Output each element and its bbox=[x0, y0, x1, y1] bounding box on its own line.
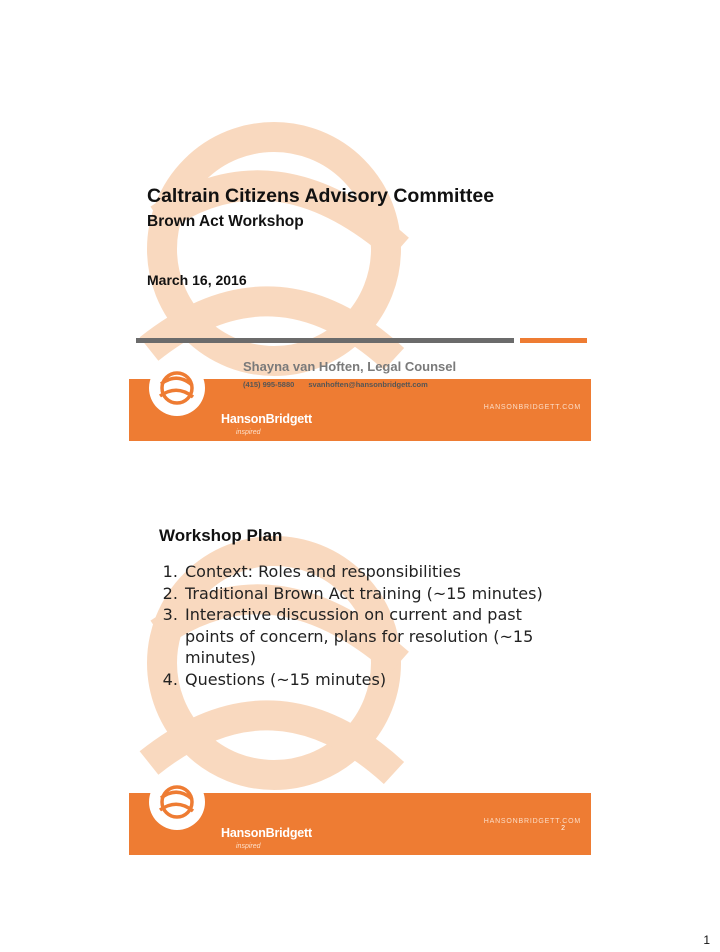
presenter-phone: (415) 995-5880 bbox=[243, 380, 295, 389]
footer-site: HANSONBRIDGETT.COM bbox=[483, 818, 581, 825]
brand-name: HansonBridgett bbox=[221, 826, 312, 840]
slide-1 bbox=[129, 99, 591, 441]
list-item: 2. Traditional Brown Act training (~15 minutes) bbox=[183, 583, 543, 605]
slide-subtitle: Brown Act Workshop bbox=[147, 213, 304, 230]
workshop-plan-list bbox=[163, 561, 543, 690]
slide-title: Caltrain Citizens Advisory Committee bbox=[147, 185, 495, 207]
presenter-email: svanhoften@hansonbridgett.com bbox=[308, 380, 428, 389]
page-number: 1 bbox=[703, 933, 710, 947]
presenter-name: Shayna van Hoften, Legal Counsel bbox=[243, 359, 457, 374]
divider-orange bbox=[520, 338, 587, 343]
slide-date: March 16, 2016 bbox=[147, 272, 247, 288]
list-item: 1. Context: Roles and responsibilities bbox=[183, 561, 543, 583]
brand-logo-icon bbox=[147, 357, 207, 419]
list-item: 3. Interactive discussion on current and past points of concern, plans for resolution (~15 minutes) bbox=[183, 604, 543, 669]
brand-tagline: inspired bbox=[236, 843, 261, 850]
slide-2 bbox=[129, 513, 591, 855]
footer-site: HANSONBRIDGETT.COM bbox=[483, 404, 581, 411]
brand-name: HansonBridgett bbox=[221, 412, 312, 426]
brand-logo-icon bbox=[147, 771, 207, 833]
presenter-contact bbox=[243, 380, 428, 389]
divider-gray bbox=[136, 338, 514, 343]
brand-tagline: inspired bbox=[236, 429, 261, 436]
slide-number: 2 bbox=[561, 825, 565, 832]
list-item: 4. Questions (~15 minutes) bbox=[183, 669, 543, 691]
slide-title: Workshop Plan bbox=[159, 526, 283, 545]
